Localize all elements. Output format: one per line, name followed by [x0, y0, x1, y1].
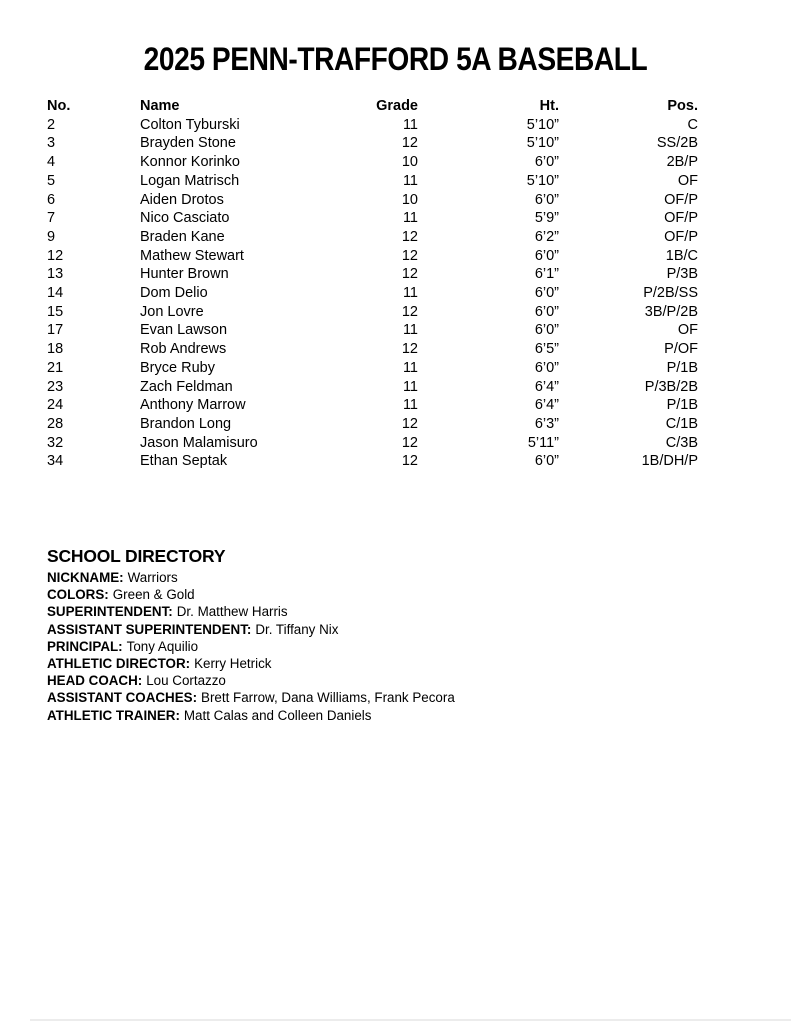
directory-entry — [47, 707, 697, 724]
player-name: Braden Kane — [140, 228, 225, 245]
player-height: 6’0” — [534, 453, 559, 470]
roster-header-row — [47, 97, 698, 116]
player-position: OF/P — [664, 191, 698, 208]
player-position: C/1B — [665, 415, 698, 432]
player-position: C/3B — [665, 434, 698, 451]
player-number: 24 — [47, 397, 64, 414]
player-number: 18 — [47, 341, 64, 358]
player-height: 6’0” — [534, 303, 559, 320]
player-name: Logan Matrisch — [140, 172, 240, 189]
player-grade: 11 — [402, 116, 418, 133]
player-number: 32 — [47, 434, 64, 451]
player-number: 14 — [47, 285, 64, 302]
roster-row — [47, 303, 698, 322]
roster-row — [47, 340, 698, 359]
player-position: 1B/DH/P — [641, 453, 698, 470]
directory-entry-label: HEAD COACH: — [47, 673, 143, 689]
player-number: 2 — [47, 116, 56, 133]
player-name: Nico Casciato — [140, 210, 230, 227]
player-grade: 12 — [401, 303, 418, 320]
directory-entry — [47, 621, 697, 638]
player-position: OF — [677, 172, 698, 189]
player-position: OF — [677, 322, 698, 339]
player-number: 23 — [47, 378, 64, 395]
column-header-name: Name — [140, 98, 180, 114]
directory-entry-value: Brett Farrow, Dana Williams, Frank Pecora — [201, 690, 455, 706]
roster-row — [47, 153, 698, 172]
player-height: 6’0” — [534, 285, 559, 302]
player-grade: 12 — [401, 135, 418, 152]
player-position: 3B/P/2B — [644, 303, 698, 320]
player-position: P/3B/2B — [644, 378, 698, 395]
directory-entry-value: Dr. Tiffany Nix — [255, 621, 339, 637]
player-position: P/2B/SS — [643, 285, 698, 302]
roster-row — [47, 284, 698, 303]
player-grade: 10 — [401, 154, 418, 171]
column-header-no: No. — [47, 98, 71, 114]
player-height: 6’1” — [534, 266, 559, 283]
player-name: Anthony Marrow — [140, 397, 246, 414]
player-number: 7 — [47, 210, 56, 227]
player-number: 15 — [47, 303, 64, 320]
player-height: 6’0” — [534, 322, 559, 339]
player-number: 17 — [47, 322, 64, 339]
player-number: 13 — [47, 266, 64, 283]
directory-entry — [47, 569, 697, 586]
directory-entry-value: Kerry Hetrick — [194, 656, 272, 672]
player-height: 6’0” — [534, 154, 559, 171]
roster-row — [47, 321, 698, 340]
player-position: P/3B — [666, 266, 698, 283]
directory-entry — [47, 586, 697, 603]
roster-row — [47, 415, 698, 434]
player-name: Jason Malamisuro — [140, 434, 258, 451]
player-number: 4 — [47, 154, 56, 171]
directory-entry-value: Green & Gold — [112, 587, 195, 603]
page-edge-divider — [30, 1019, 791, 1021]
player-position: SS/2B — [656, 135, 698, 152]
directory-entry-value: Lou Cortazzo — [146, 673, 226, 689]
player-name: Jon Lovre — [140, 303, 204, 320]
player-number: 28 — [47, 415, 64, 432]
directory-entry — [47, 655, 697, 672]
player-name: Aiden Drotos — [140, 191, 224, 208]
player-number: 12 — [47, 247, 64, 264]
player-height: 6’4” — [534, 397, 559, 414]
player-name: Konnor Korinko — [140, 154, 240, 171]
player-number: 6 — [47, 191, 56, 208]
player-grade: 11 — [402, 322, 418, 339]
directory-entry — [47, 603, 697, 620]
column-header-height: Ht. — [539, 98, 559, 114]
player-name: Hunter Brown — [140, 266, 229, 283]
page-title: 2025 PENN-TRAFFORD 5A BASEBALL — [143, 41, 648, 77]
player-grade: 12 — [401, 434, 418, 451]
player-grade: 10 — [401, 191, 418, 208]
player-number: 5 — [47, 172, 56, 189]
roster-row — [47, 434, 698, 453]
player-position: P/1B — [666, 397, 698, 414]
player-grade: 12 — [401, 228, 418, 245]
roster-row — [47, 378, 698, 397]
player-name: Rob Andrews — [140, 341, 227, 358]
school-directory-list — [47, 569, 697, 724]
player-name: Ethan Septak — [140, 453, 228, 470]
player-number: 34 — [47, 453, 64, 470]
player-position: 1B/C — [665, 247, 698, 264]
player-position: OF/P — [664, 228, 698, 245]
player-grade: 11 — [402, 359, 418, 376]
roster-row — [47, 209, 698, 228]
directory-entry-value: Warriors — [127, 570, 178, 585]
player-name: Brandon Long — [140, 415, 232, 432]
roster-table — [47, 97, 698, 471]
player-position: 2B/P — [666, 154, 698, 171]
player-height: 5’10” — [526, 135, 559, 152]
player-height: 6’0” — [534, 191, 559, 208]
column-header-grade: Grade — [376, 98, 418, 114]
player-name: Dom Delio — [140, 285, 208, 302]
player-height: 6’0” — [534, 247, 559, 264]
player-number: 21 — [47, 359, 64, 376]
player-position: P/1B — [666, 359, 698, 376]
directory-entry-label: PRINCIPAL: — [47, 638, 123, 654]
directory-entry-value: Tony Aquilio — [126, 638, 199, 654]
directory-entry-label: ASSISTANT SUPERINTENDENT: — [47, 621, 252, 637]
player-height: 5’11” — [527, 434, 559, 451]
player-grade: 11 — [402, 172, 418, 189]
player-name: Colton Tyburski — [140, 116, 240, 133]
player-height: 6’4” — [534, 378, 559, 395]
roster-row — [47, 247, 698, 266]
directory-entry — [47, 672, 697, 689]
directory-entry-label: ATHLETIC DIRECTOR: — [47, 656, 191, 672]
directory-entry — [47, 638, 697, 655]
roster-row — [47, 116, 698, 135]
player-height: 6’0” — [534, 359, 559, 376]
roster-row — [47, 359, 698, 378]
directory-entry-label: ATHLETIC TRAINER: — [47, 707, 180, 723]
school-directory-section — [47, 546, 697, 724]
player-name: Zach Feldman — [140, 378, 233, 395]
roster-row — [47, 265, 698, 284]
roster-row — [47, 134, 698, 153]
player-grade: 12 — [401, 453, 418, 470]
player-name: Bryce Ruby — [140, 359, 215, 376]
directory-entry-label: SUPERINTENDENT: — [47, 604, 173, 620]
player-height: 5’9” — [534, 210, 559, 227]
player-grade: 11 — [402, 397, 418, 414]
player-grade: 12 — [401, 415, 418, 432]
directory-entry-label: NICKNAME: — [47, 570, 124, 585]
player-position: P/OF — [664, 341, 698, 358]
roster-row — [47, 452, 698, 471]
player-grade: 12 — [401, 266, 418, 283]
player-name: Brayden Stone — [140, 135, 236, 152]
roster-row — [47, 396, 698, 415]
roster-row — [47, 191, 698, 210]
player-name: Mathew Stewart — [140, 247, 244, 264]
player-height: 5’10” — [526, 172, 559, 189]
player-name: Evan Lawson — [140, 322, 228, 339]
player-grade: 11 — [402, 210, 418, 227]
player-position: C — [687, 116, 698, 133]
player-grade: 12 — [401, 341, 418, 358]
roster-row — [47, 172, 698, 191]
player-number: 3 — [47, 135, 56, 152]
directory-entry-value: Matt Calas and Colleen Daniels — [183, 707, 372, 723]
player-height: 6’5” — [534, 341, 559, 358]
column-header-position: Pos. — [667, 98, 698, 114]
player-number: 9 — [47, 228, 56, 245]
player-height: 5’10” — [526, 116, 559, 133]
directory-entry-value: Dr. Matthew Harris — [176, 604, 288, 620]
school-directory-heading: SCHOOL DIRECTORY — [47, 546, 226, 566]
player-height: 6’3” — [534, 415, 559, 432]
directory-entry-label: COLORS: — [47, 587, 109, 603]
player-position: OF/P — [664, 210, 698, 227]
player-grade: 11 — [402, 285, 418, 302]
roster-body — [47, 116, 698, 471]
player-grade: 11 — [402, 378, 418, 395]
directory-entry-label: ASSISTANT COACHES: — [47, 690, 198, 706]
roster-row — [47, 228, 698, 247]
directory-entry — [47, 689, 697, 706]
player-height: 6’2” — [534, 228, 559, 245]
player-grade: 12 — [401, 247, 418, 264]
